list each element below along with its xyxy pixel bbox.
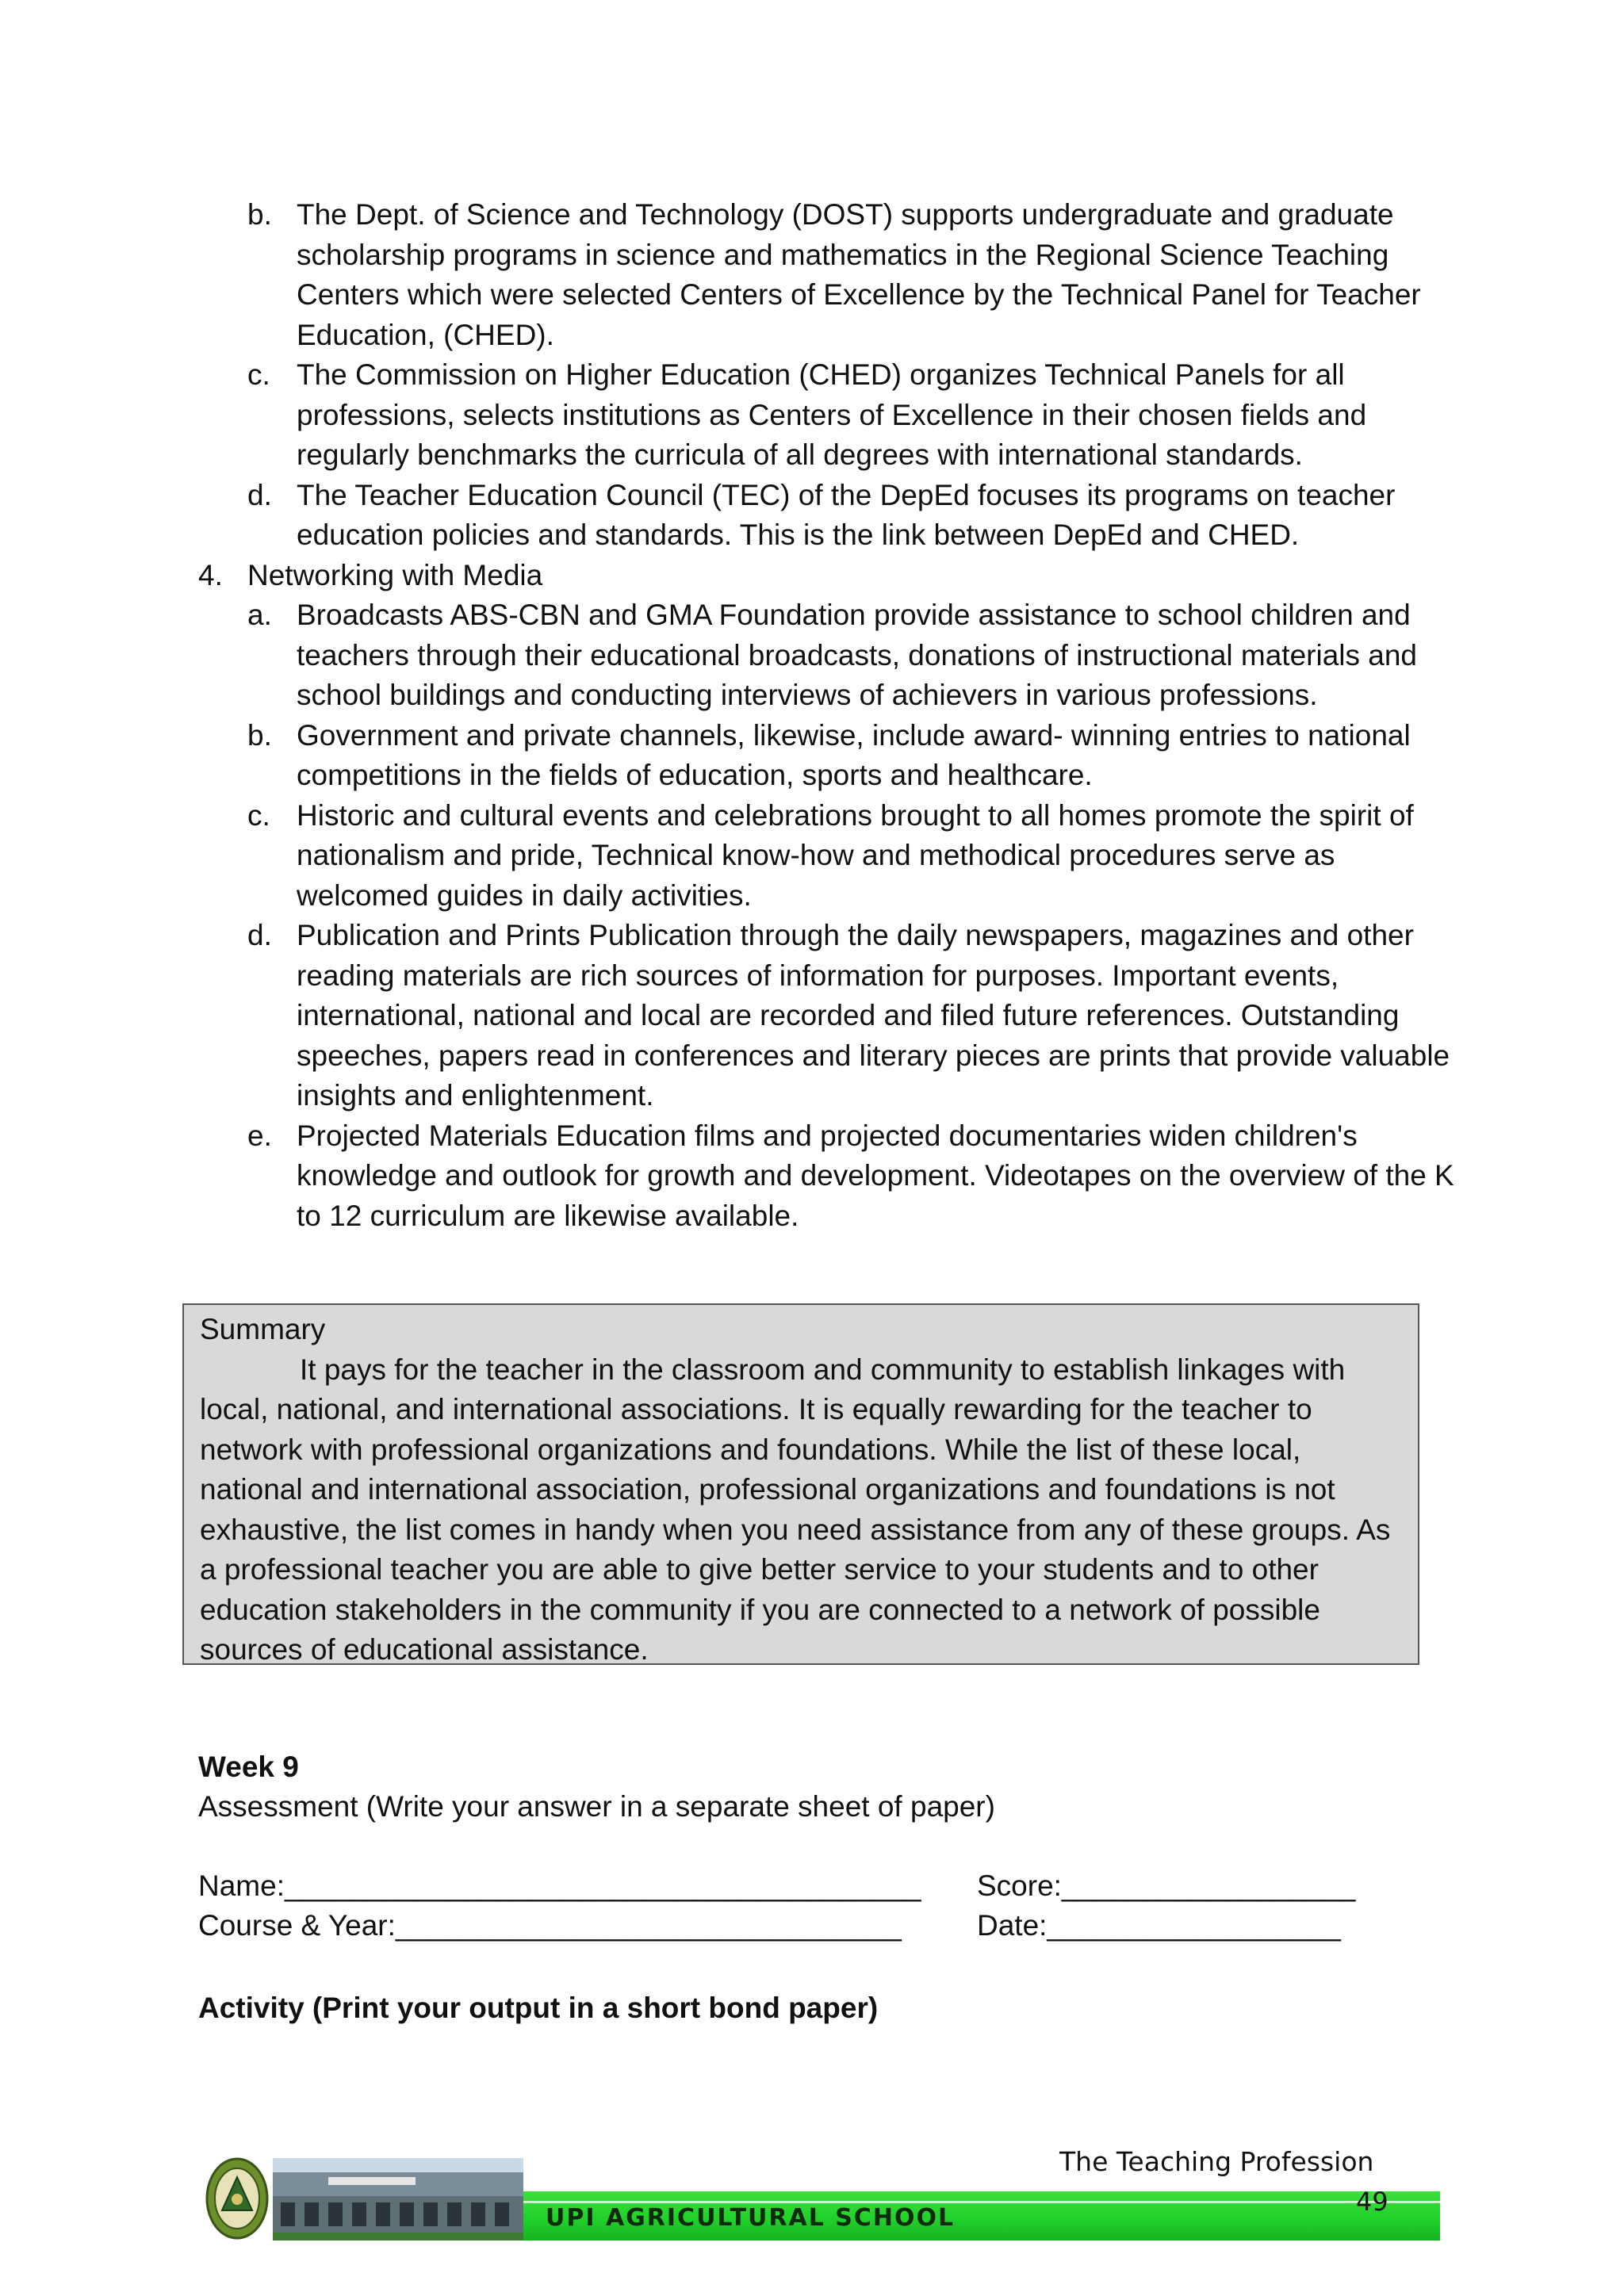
assessment-instruction: Assessment (Write your answer in a separate sheet of paper) xyxy=(198,1790,995,1823)
school-name: UPI AGRICULTURAL SCHOOL xyxy=(546,2204,956,2232)
section-heading-item xyxy=(0,556,1437,596)
summary-box xyxy=(182,1303,1419,1665)
document-list xyxy=(0,195,1624,1236)
list-item-text: Government and private channels, likewise, include award- winning entries to national competitions in the fields of education, sports and healthcare. xyxy=(297,718,1411,791)
school-name-bar xyxy=(523,2191,1440,2241)
list-item-text: The Teacher Education Council (TEC) of the DepEd focuses its programs on teacher education policies and standards. This is the link between DepEd and CHED. xyxy=(297,478,1396,551)
list-item-text: Historic and cultural events and celebrations brought to all homes promote the spirit of nationalism and pride, Technical know-how and methodical procedures serve as welcomed guides in daily activities. xyxy=(297,798,1414,912)
list-marker: b. xyxy=(247,718,272,752)
list-marker: e. xyxy=(247,1119,272,1152)
list-marker: 4. xyxy=(198,558,223,591)
list-marker: c. xyxy=(247,358,270,391)
school-seal-icon xyxy=(205,2155,270,2242)
list-item-text: The Commission on Higher Education (CHED) organizes Technical Panels for all professions, selects institutions as Centers of Excellence in their chosen fields and regularly benchmarks the curricula of all degrees with international standards. xyxy=(297,358,1367,471)
list-item xyxy=(0,1116,1454,1237)
school-building-image xyxy=(273,2158,523,2241)
summary-body: It pays for the teacher in the classroom and community to establish linkages with local, national, and international associations. It is equally rewarding for the teacher to network with professional organizations and foundations. While the list of these local, national and international association, professional organizations and foundations is not exhaustive, the list comes in handy when you need assistance from any of these groups. As a professional teacher you are able to give better service to your students and to other education stakeholders in the community if you are connected to a network of possible sources of educational assistance. xyxy=(200,1353,1391,1666)
list-item xyxy=(0,916,1454,1116)
course-year-field[interactable]: Course & Year:_______________________________ xyxy=(198,1909,902,1942)
list-item-text: Publication and Prints Publication through the daily newspapers, magazines and other reading materials are rich sources of information for purposes. Important events, international, national and local are recorded and filed future references. Outstanding speeches, papers read in conferences and literary pieces are prints that provide valuable insights and enlightenment. xyxy=(297,919,1450,1112)
date-field[interactable]: Date:__________________ xyxy=(977,1909,1341,1942)
list-marker: d. xyxy=(247,478,272,511)
list-item xyxy=(0,595,1454,716)
list-item-text: Projected Materials Education films and projected documentaries widen children's knowledge and outlook for growth and development. Videotapes on the overview of the K to 12 curriculum are likewise available. xyxy=(297,1119,1454,1232)
list-item-text: The Dept. of Science and Technology (DOST) supports undergraduate and graduate scholarship programs in science and mathematics in the Regional Science Teaching Centers which were selected Centers of Excellence by the Technical Panel for Teacher Education, (CHED). xyxy=(297,198,1421,351)
list-item xyxy=(0,355,1454,476)
list-item xyxy=(0,195,1454,355)
list-item-text: Broadcasts ABS-CBN and GMA Foundation provide assistance to school children and teachers through their educational broadcasts, donations of instructional materials and school buildings and conducting interviews of achievers in various professions. xyxy=(297,599,1418,711)
week-heading: Week 9 xyxy=(198,1751,299,1783)
list-marker: a. xyxy=(247,599,272,631)
footer-title: The Teaching Profession xyxy=(1059,2146,1374,2177)
summary-heading: Summary xyxy=(200,1313,326,1345)
list-item xyxy=(0,716,1454,796)
list-item xyxy=(0,796,1454,916)
activity-heading: Activity (Print your output in a short bond paper) xyxy=(198,1992,879,2024)
score-field[interactable]: Score:__________________ xyxy=(977,1869,1356,1902)
list-item-text: Networking with Media xyxy=(247,558,543,591)
footer-banner xyxy=(205,2155,1442,2242)
list-item xyxy=(0,476,1454,556)
list-marker: d. xyxy=(247,919,272,951)
name-field[interactable]: Name:_______________________________________ xyxy=(198,1869,921,1902)
page-number: 49 xyxy=(1356,2187,1388,2217)
list-marker: b. xyxy=(247,198,272,231)
list-marker: c. xyxy=(247,798,270,832)
